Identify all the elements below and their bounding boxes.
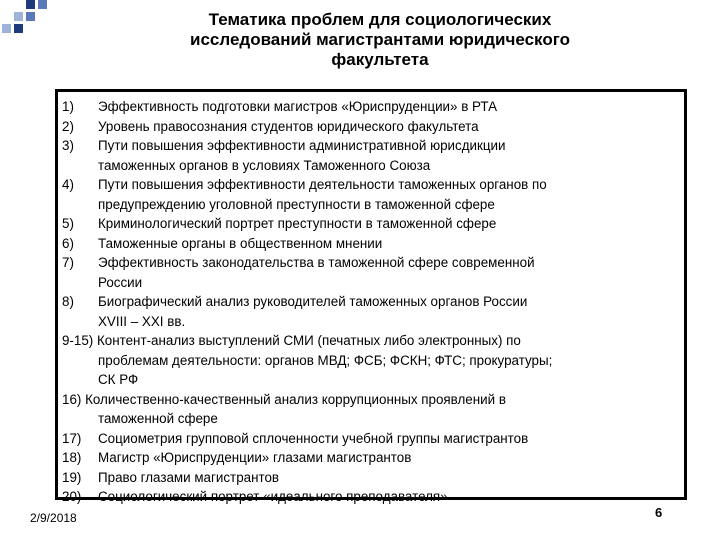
list-item (62, 331, 678, 390)
item-number: 2) (62, 118, 74, 134)
item-text: Социометрия групповой сплоченности учебной группы магистрантов (98, 430, 529, 446)
item-number: 3) (62, 138, 74, 153)
slide-date: 2/9/2018 (30, 511, 77, 525)
corner-decoration (0, 0, 60, 40)
slide-title (60, 10, 700, 70)
list-item (62, 117, 678, 137)
list-item (62, 97, 678, 117)
title-line: Тематика проблем для социологических (208, 10, 552, 29)
item-text: Количественно-качественный анализ коррупционных проявлений в (81, 391, 506, 407)
list-item (62, 136, 678, 175)
item-text: Криминологический портрет преступности в таможенной сфере (98, 216, 497, 231)
item-number: 9-15) (62, 333, 94, 348)
item-number: 16) (62, 391, 82, 407)
corner-square (38, 0, 47, 9)
corner-square (14, 12, 23, 21)
title-line: исследований магистрантами юридического (190, 30, 570, 49)
item-text: Уровень правосознания студентов юридического факультета (98, 118, 479, 134)
item-continuation: таможенной сфере (98, 411, 218, 426)
list-item (62, 487, 678, 507)
corner-square (26, 0, 35, 9)
list-item (62, 175, 678, 214)
corner-square (2, 24, 11, 33)
page-number: 6 (655, 505, 663, 520)
item-text: Биографический анализ руководителей таможенных органов России XVIII – XXI вв. (98, 294, 528, 329)
title-line: факультета (331, 50, 429, 69)
list-item (62, 448, 678, 468)
item-number: 7) (62, 255, 74, 270)
list-item (62, 429, 678, 449)
list-item (62, 468, 678, 488)
item-number: 8) (62, 294, 74, 309)
corner-square (26, 12, 35, 21)
item-number: 6) (62, 235, 74, 251)
item-text: Пути повышения эффективности административной юрисдикции таможенных органов в условиях Таможенного Союза (98, 138, 506, 173)
item-number: 5) (62, 216, 74, 231)
item-number: 20) (62, 489, 82, 504)
list-item (62, 253, 678, 292)
item-text: Эффективность подготовки магистров «Юриспруденции» в РТА (98, 99, 498, 114)
corner-square (14, 24, 23, 33)
item-text: Эффективность законодательства в таможенной сфере современной России (98, 255, 535, 290)
item-number: 19) (62, 469, 82, 485)
item-continuation: проблемам деятельности: органов МВД; ФСБ; ФСКН; ФТС; прокуратуры; СК РФ (98, 352, 553, 387)
item-text: Пути повышения эффективности деятельности таможенных органов по предупреждению уголовной преступности в таможенной сфере (98, 177, 547, 212)
item-text: Контент-анализ выступлений СМИ (печатных либо электронных) по (93, 333, 521, 348)
list-item (62, 390, 678, 429)
list-item (62, 214, 678, 234)
item-number: 4) (62, 177, 74, 192)
item-text: Право глазами магистрантов (98, 469, 280, 485)
list-item (62, 292, 678, 331)
item-text: Социологический портрет «идеального преподавателя» (98, 489, 448, 504)
item-number: 18) (62, 450, 82, 465)
item-text: Магистр «Юриспруденции» глазами магистрантов (98, 450, 412, 465)
item-number: 1) (62, 99, 74, 114)
item-number: 17) (62, 430, 82, 446)
list-item (62, 234, 678, 254)
topics-list-box (55, 89, 687, 504)
item-text: Таможенные органы в общественном мнении (98, 235, 383, 251)
